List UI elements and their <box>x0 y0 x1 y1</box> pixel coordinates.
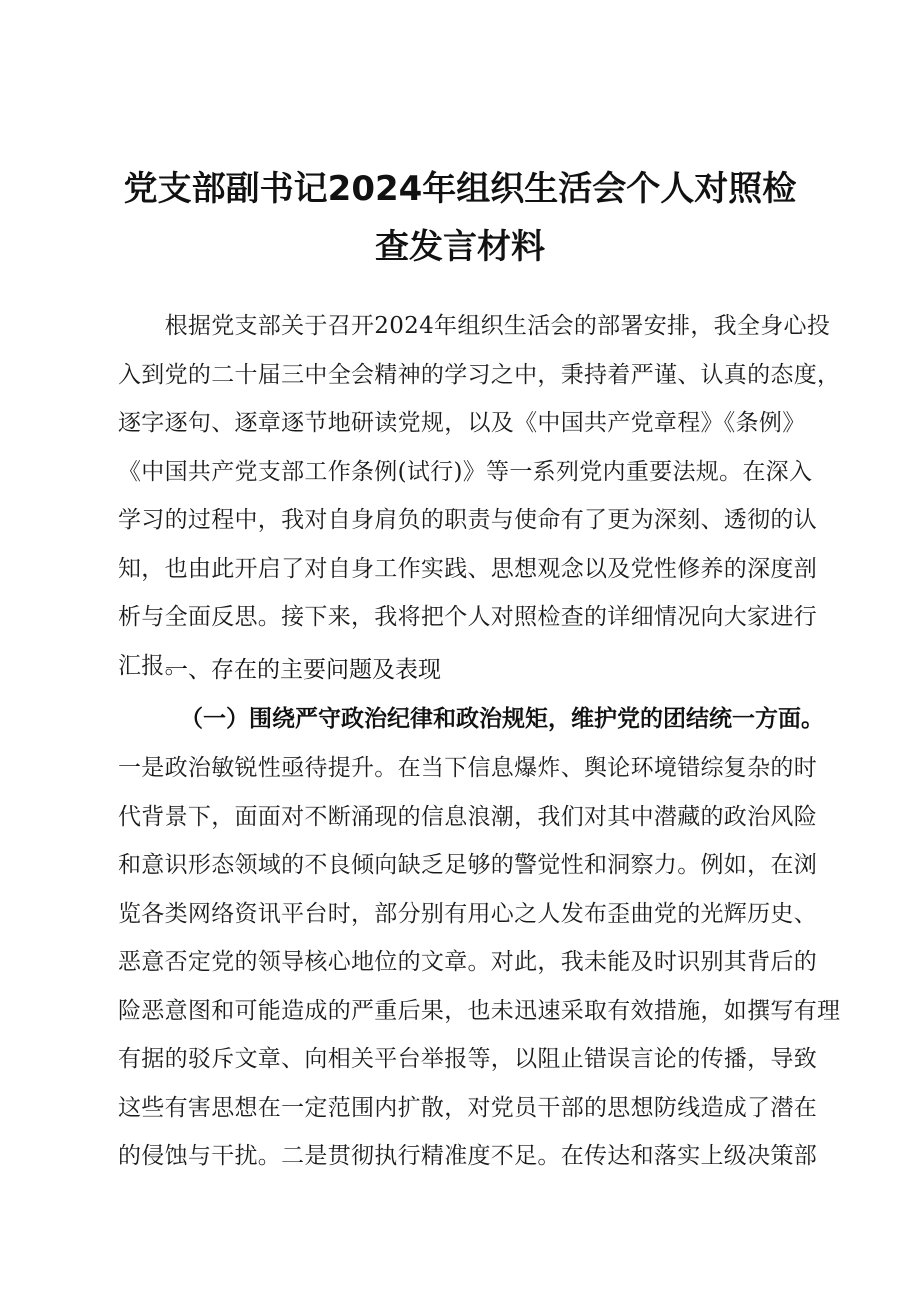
text-line: 析与全面反思。接下来，我将把个人对照检查的详细情况向大家进行 <box>118 604 817 630</box>
title-line-2: 查发言材料 <box>375 227 545 267</box>
document-title <box>110 160 810 276</box>
text-line: 知，也由此开启了对自身工作实践、思想观念以及党性修养的深度剖 <box>118 555 817 582</box>
body-paragraph <box>118 744 841 1181</box>
text-line: 入到党的二十届三中全会精神的学习之中，秉持着严谨、认真的态度， <box>118 361 841 388</box>
text-line: 险恶意图和可能造成的严重后果，也未迅速采取有效措施，如撰写有理 <box>118 997 841 1024</box>
intro-paragraph <box>118 302 841 690</box>
text-line: 《中国共产党支部工作条例(试行)》等一系列党内重要法规。在深入 <box>118 458 813 485</box>
text-line: 代背景下，面面对不断涌现的信息浪潮，我们对其中潜藏的政治风险 <box>118 803 817 830</box>
text-line: 这些有害思想在一定范围内扩散，对党员干部的思想防线造成了潜在 <box>118 1094 817 1121</box>
text-line: 的侵蚀与干扰。二是贯彻执行精准度不足。在传达和落实上级决策部 <box>118 1143 817 1169</box>
text-line: 逐字逐句、逐章逐节地研读党规，以及《中国共产党章程》《条例》 <box>118 410 806 436</box>
text-line: 览各类网络资讯平台时，部分别有用心之人发布歪曲党的光辉历史、 <box>118 900 817 927</box>
title-line-1: 党支部副书记2024年组织生活会个人对照检 <box>123 169 797 209</box>
text-line: 一是政治敏锐性亟待提升。在当下信息爆炸、舆论环境错综复杂的时 <box>118 755 817 781</box>
text-line: 汇报。 <box>118 652 188 679</box>
text-line: 有据的驳斥文章、向相关平台举报等，以阻止错误言论的传播，导致 <box>118 1046 817 1072</box>
text-line: 学习的过程中，我对自身肩负的职责与使命有了更为深刻、透彻的认 <box>118 507 817 533</box>
text-line: 恶意否定党的领导核心地位的文章。对此，我未能及时识别其背后的 <box>118 949 817 975</box>
subsection-heading: （一）围绕严守政治纪律和政治规矩，维护党的团结统一方面。 <box>180 706 824 732</box>
text-line: 根据党支部关于召开2024年组织生活会的部署安排，我全身心投 <box>118 313 831 339</box>
section-heading: 一、存在的主要问题及表现 <box>165 657 441 683</box>
text-line: 和意识形态领域的不良倾向缺乏足够的警觉性和洞察力。例如，在浏 <box>118 852 817 878</box>
